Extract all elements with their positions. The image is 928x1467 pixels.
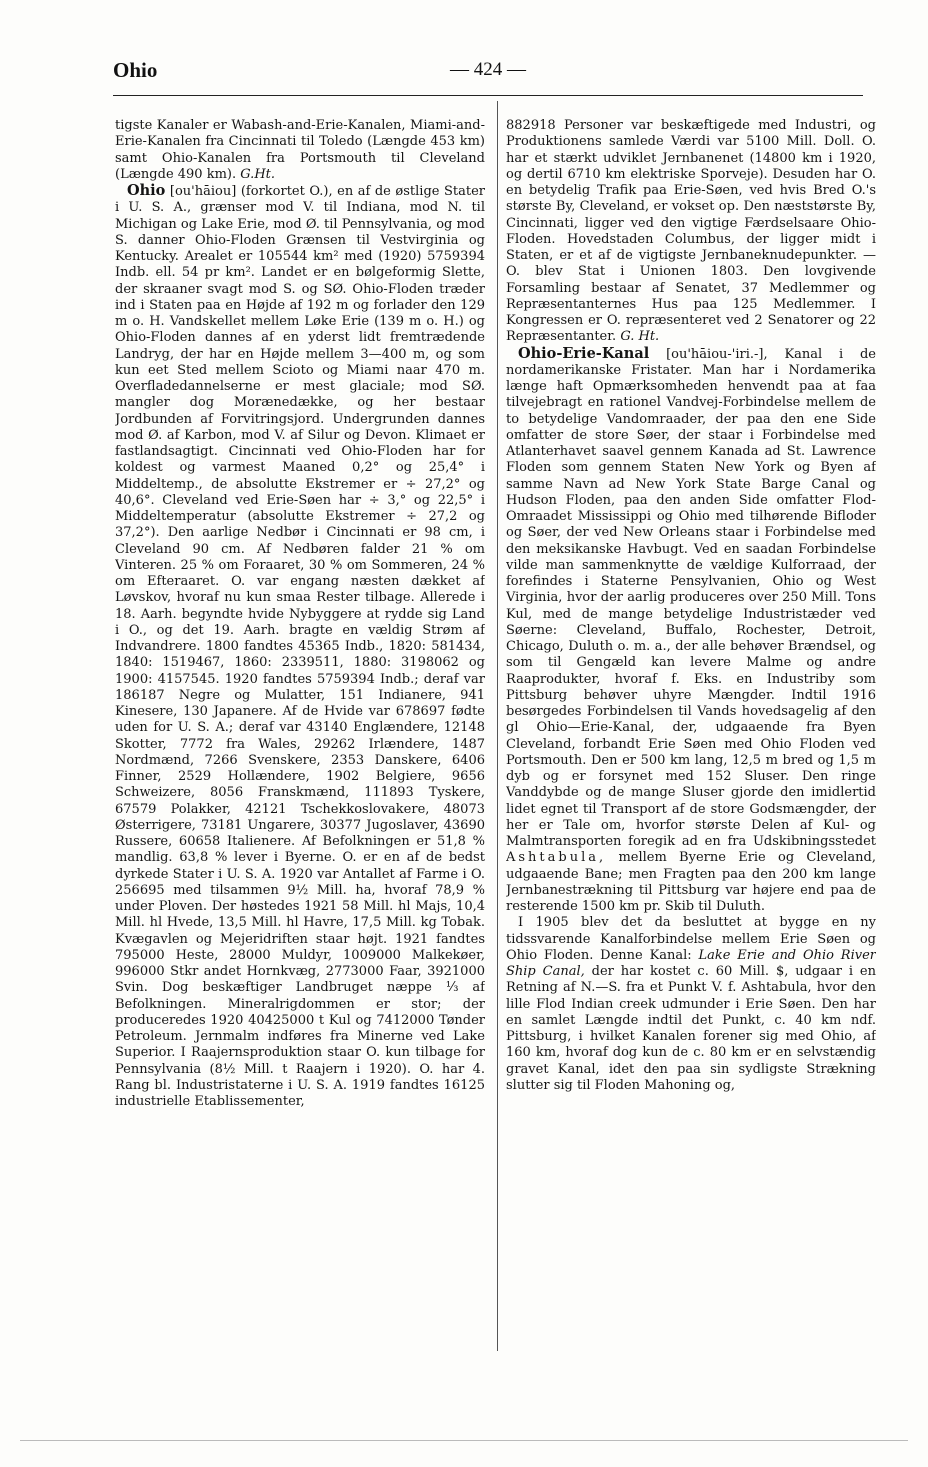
pronunciation: [ou'hāiou]: [169, 184, 237, 199]
paragraph-text-continued: der har kostet c. 60 Mill. $, udgaar i en Retning af N.—S. fra et Punkt V. f. Ashtabula, hvor den lille Flod Indian creek udmunder i Erie Søen. Den har en samlet Længde indtil det Punkt, c. 40 km ndf. Pittsburg, i hvilket Kanalen forener sig med Ohio, af 160 km, hvoraf dog kun de c. 80 km er en selvstændig gravet Kanal, idet den paa sin sydligste Strækning slutter sig til Floden Mahoning og,: [506, 964, 876, 1093]
pronunciation: [ou'hāiou-'iri.-]: [666, 346, 764, 362]
headword-ohio: Ohio: [127, 182, 166, 199]
entry-text-continued: mellem Byerne Erie og Cleveland, udgaaende Bane; men Fragten paa den 200 km lange Jernbanestrækning til Pittsburg var højere end paa de resterende 1500 km pr. Skib til Duluth.: [506, 850, 876, 914]
author-signature: G.Ht.: [240, 166, 276, 182]
header-rule: [113, 95, 863, 96]
entry-text: , Kanal i de nordamerikanske Fristater. Man har i Nordamerika længe haft Opmærksomheden henvendt paa at faa tilvejebragt en rationel Vandvej-Forbindelse mellem de to betydelige Vandomraader, der paa den ene Side omfatter de store Søer, der staar i Forbindelse med Atlanterhavet saavel gennem Kanada ad St. Lawrence Floden som gennem Staten New York og Byen af samme Navn ad New York State Barge Canal og Hudson Floden, paa den anden Side omfatter Flod-Omraadet Mississippi og Ohio med tilhørende Bifloder og Søer, der ved New Orleans staar i Forbindelse med den meksikanske Havbugt. Ved en saadan Forbindelse vilde man sammenknytte de vældige Kulforraad, der forefindes i Staterne Pensylvanien, Ohio og West Virginia, hvor der aarlig produceres over 250 Mill. Tons Kul, med de mange betydelige Industristæder ved Søerne: Cleveland, Buffalo, Rochester, Detroit, Chicago, Duluth o. m. a., der alle behøver Brændsel, og som til Gengæld kan levere Malme og andre Raaprodukter, hvoraf f. Eks. en Industriby som Pittsburg behøver uhyre Mængder. Indtil 1916 besørgedes Forbindelsen til Vands hovedsagelig af den gl Ohio—Erie-Kanal, der, udgaaende fra Byen Cleveland, forbandt Erie Søen med Ohio Floden ved Portsmouth. Den er 500 km lang, 12,5 m bred og 1,5 m dyb og er forsynet med 152 Sluser. Den ringe Vanddybde og de mange Sluser gjorde den imidlertid lidet egnet til Transport af de store Godsmængder, der her er Tale om, hvorfor største Delen af Kul- og Malmtransporten foregik ad en fra Udskibningsstedet: [506, 346, 876, 849]
right-column: [506, 118, 876, 1348]
entry-ohio-erie-kanal: [506, 346, 876, 916]
entry-ohio: [115, 183, 485, 1110]
spaced-place-name: Ashtabula,: [506, 850, 607, 866]
paragraph-ship-canal: [506, 915, 876, 1094]
paragraph-text: I 1905 blev det da besluttet at bygge en ny tidssvarende Kanalforbindelse mellem Erie Søen og Ohio Floden. Denne Kanal:: [506, 915, 876, 963]
page-header: [113, 54, 863, 94]
canal-name-italic: Lake Erie and Ohio River Ship Canal,: [506, 947, 876, 979]
paragraph-canals-end: [115, 118, 485, 183]
scan-edge-line: [20, 1440, 908, 1441]
paragraph-text: 882918 Personer var beskæftigede med Industri, og Produktionens samlede Værdi var 5100 Mill. Doll. O. har et stærkt udviklet Jernbanenet (14800 km i 1920, og dertil 6710 km elektriske Sporveje). Desuden har O. en betydelig Trafik paa Erie-Søen, ved hvis Bred O.'s største By, Cleveland, er vokset op. Den næststørste By, Cincinnati, ligger ved den vigtige Færdselsaare Ohio-Floden. Hovedstaden Columbus, der ligger midt i Staten, er et af de vigtigste Jernbaneknudepunkter. — O. blev Stat i Unionen 1803. Den lovgivende Forsamling bestaar af Senatet, 37 Medlemmer og Repræsentanternes Hus paa 125 Medlemmer. I Kongressen er O. repræsenteret ved 2 Senatorer og 22 Repræsentanter.: [506, 118, 876, 345]
page-number: — 424 —: [450, 59, 526, 80]
author-signature: G. Ht.: [620, 329, 660, 345]
paragraph-text: tigste Kanaler er Wabash-and-Erie-Kanalen, Miami-and-Erie-Kanalen fra Cincinnati til Toledo (Længde 453 km) samt Ohio-Kanalen fra Portsmouth til Cleveland (Længde 490 km).: [115, 118, 485, 182]
headword-ohio-erie-kanal: Ohio-Erie-Kanal: [518, 344, 650, 362]
column-separator: [497, 101, 498, 1351]
entry-text: (forkortet O.), en af de østlige Stater i U. S. A., grænser mod V. til Indiana, mod N. til Michigan og Lake Erie, mod Ø. til Pennsylvania, og mod S. danner Ohio-Floden Grænsen til Vestvirginia og Kentucky. Arealet er 105544 km² med (1920) 5759394 Indb. ell. 54 pr km². Landet er en bølgeformig Slette, der skraaner svagt mod S. og SØ. Ohio-Floden træder ind i Staten paa en Højde af 192 m og forlader den 129 m o. H. Vandskellet mellem Løke Erie (139 m o. H.) og Ohio-Floden dannes af en yderst lidt fremtrædende Landryg, der har en Højde mellem 3—400 m, og som kun eet Sted mellem Scioto og Miami naar 470 m. Overfladedannelserne er mest glaciale; mod SØ. mangler dog Morænedække, og her bestaar Jordbunden af Forvitringsjord. Undergrunden dannes mod Ø. af Karbon, mod V. af Silur og Devon. Klimaet er fastlandsagtigt. Cincinnati ved Ohio-Floden har for koldest og varmest Maaned 0,2° og 25,4° i Middeltemp., de absolutte Ekstremer er ÷ 27,2° og 40,6°. Cleveland ved Erie-Søen har ÷ 3,° og 22,5° i Middeltemperatur (absolutte Ekstremer ÷ 27,2 og 37,2°). Den aarlige Nedbør i Cincinnati er 98 cm, i Cleveland 90 cm. Af Nedbøren falder 21 % om Vinteren. 25 % om Foraaret, 30 % om Sommeren, 24 % om Efteraaret. O. var engang næsten dækket af Løvskov, hvoraf nu kun smaa Rester tilbage. Allerede i 18. Aarh. begyndte hvide Nybyggere at rydde sig Land i O., og det 19. Aarh. bragte en vældig Strøm af Indvandrere. 1800 fandtes 45365 Indb., 1820: 581434, 1840: 1519467, 1860: 2339511, 1880: 3198062 og 1900: 4157545. 1920 fandtes 5759394 Indb.; deraf var 186187 Negre og Mulatter, 151 Indianere, 941 Kinesere, 130 Japanere. Af de Hvide var 678697 fødte uden for U. S. A.; deraf var 43140 Englændere, 12148 Skotter, 7772 fra Wales, 29262 Irlændere, 1487 Nordmænd, 7266 Svenskere, 2353 Danskere, 6406 Finner, 2529 Hollændere, 1902 Belgiere, 9656 Schweizere, 8056 Franskmænd, 111893 Tyskere, 67579 Polakker, 42121 Tschekkoslovakere, 48073 Østerrigere, 73181 Ungarere, 30377 Jugoslaver, 43690 Russere, 60658 Italienere. Af Befolkningen er 51,8 % mandlig. 63,8 % lever i Byerne. O. er en af de bedst dyrkede Stater i U. S. A. 1920 var Antallet af Farme i O. 256695 med tilsammen 9½ Mill. ha, hvoraf 78,9 % under Ploven. Der høstedes 1921 58 Mill. hl Majs, 10,4 Mill. hl Hvede, 13,5 Mill. hl Havre, 17,5 Mill. kg Tobak. Kvægavlen og Mejeridriften staar højt. 1921 fandtes 795000 Heste, 28000 Muldyr, 1009000 Malkekøer, 996000 Stkr andet Hornkvæg, 2773000 Faar, 3921000 Svin. Dog beskæftiger Landbruget næppe ⅓ af Befolkningen. Mineralrigdommen er stor; der produceredes 1920 40425000 t Kul og 7412000 Tønder Petroleum. Jernmalm indføres fra Minerne ved Lake Superior. I Raajernsproduktion staar O. kun tilbage for Pennsylvania (8½ Mill. t Raajern i 1920). O. har 4. Rang bl. Industristaterne i U. S. A. 1919 fandtes 16125 industrielle Etablissementer,: [115, 184, 485, 1109]
left-column: [115, 118, 485, 1348]
running-head-title: Ohio: [113, 58, 158, 82]
paragraph-ohio-continued: [506, 118, 876, 346]
